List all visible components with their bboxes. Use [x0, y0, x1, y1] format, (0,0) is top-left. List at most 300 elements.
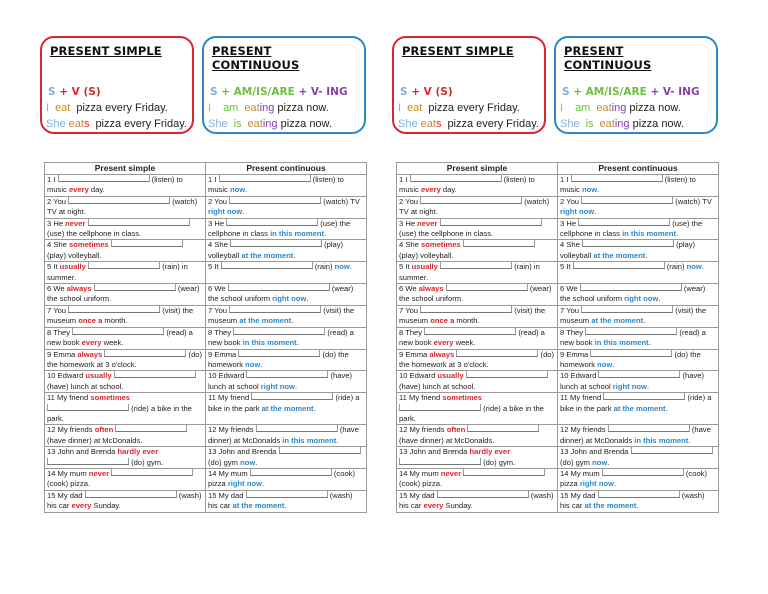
- time-keyword: now: [229, 185, 246, 195]
- sentence-text: 7 You: [399, 305, 421, 315]
- sentence-text: (play) volleyball: [208, 240, 344, 260]
- answer-blank[interactable]: [111, 240, 183, 247]
- time-keyword: at the moment: [613, 403, 666, 413]
- time-keyword: now: [245, 359, 261, 369]
- time-keyword: at the moment: [584, 501, 637, 511]
- formula: S + AM/IS/ARE + V- ING: [562, 86, 700, 98]
- sentence-text: 2 You: [47, 196, 69, 206]
- sentence-text: 10 Edward: [399, 371, 438, 381]
- answer-blank[interactable]: [573, 262, 665, 269]
- answer-blank[interactable]: [115, 425, 187, 432]
- column-header-simple: Present simple: [45, 163, 206, 175]
- simple-sentence-cell: [397, 196, 558, 218]
- answer-blank[interactable]: [399, 458, 481, 465]
- answer-blank[interactable]: [88, 219, 190, 226]
- sentence-text: (do) the homework at 3 o'clock.: [399, 349, 555, 369]
- sentence-text: 9 Emma: [560, 349, 591, 359]
- answer-blank[interactable]: [228, 284, 330, 291]
- time-keyword: right now: [227, 479, 263, 489]
- time-keyword: right now: [560, 207, 595, 217]
- continuous-sentence-cell: [558, 327, 719, 349]
- frequency-keyword: usually: [85, 371, 112, 381]
- simple-sentence-cell: [45, 349, 206, 371]
- sentence-text: (ride) a bike in the park: [208, 393, 360, 413]
- sentence-text: 7 You: [47, 305, 69, 315]
- time-keyword: at the moment: [241, 250, 294, 260]
- answer-blank[interactable]: [72, 328, 164, 335]
- answer-blank[interactable]: [238, 350, 320, 357]
- table-row: [45, 425, 367, 447]
- frequency-keyword: sometimes: [68, 240, 109, 250]
- simple-sentence-cell: [397, 468, 558, 490]
- answer-blank[interactable]: [571, 175, 663, 182]
- sentence-text: (rain): [664, 262, 687, 272]
- column-header-continuous: Present continuous: [558, 163, 719, 175]
- example-2: She is eating pizza now.: [560, 118, 684, 130]
- simple-sentence-cell: [397, 218, 558, 240]
- simple-sentence-cell: [397, 447, 558, 469]
- simple-sentence-cell: [397, 349, 558, 371]
- time-keyword: now: [686, 262, 702, 272]
- answer-blank[interactable]: [424, 328, 516, 335]
- table-row: [45, 371, 367, 393]
- sentence-text: 15 My dad: [399, 490, 437, 500]
- answer-blank[interactable]: [578, 219, 670, 226]
- sentence-text: .: [296, 338, 299, 348]
- frequency-keyword: never: [417, 218, 438, 228]
- continuous-sentence-cell: [558, 393, 719, 425]
- answer-blank[interactable]: [608, 425, 690, 432]
- answer-blank[interactable]: [456, 350, 538, 357]
- time-keyword: right now: [272, 294, 307, 304]
- time-keyword: at the moment: [239, 316, 292, 326]
- time-keyword: in this moment: [242, 338, 297, 348]
- time-keyword: at the moment: [591, 316, 644, 326]
- answer-blank[interactable]: [233, 328, 325, 335]
- sentence-text: (watch) TV: [321, 196, 360, 206]
- table-row: [397, 284, 719, 306]
- continuous-sentence-cell: [558, 468, 719, 490]
- simple-sentence-cell: [45, 262, 206, 284]
- sentence-text: 7 You: [560, 305, 582, 315]
- sentence-text: (use) the cellphone in class.: [47, 229, 142, 239]
- sentence-text: .: [676, 229, 679, 239]
- continuous-sentence-cell: [558, 490, 719, 512]
- simple-sentence-cell: [45, 468, 206, 490]
- time-keyword: in this moment: [594, 338, 649, 348]
- answer-blank[interactable]: [256, 425, 338, 432]
- continuous-sentence-cell: [558, 218, 719, 240]
- sentence-text: 13 John and Brenda: [560, 447, 631, 457]
- frequency-keyword: never: [88, 468, 110, 478]
- sentence-text: (listen) to music: [208, 175, 344, 195]
- answer-blank[interactable]: [582, 240, 674, 247]
- sentence-text: .: [636, 501, 639, 511]
- sentence-text: .: [349, 262, 352, 272]
- sentence-text: .: [597, 185, 600, 195]
- answer-blank[interactable]: [602, 469, 684, 476]
- table-row: [397, 262, 719, 284]
- sentence-text: .: [612, 359, 615, 369]
- time-keyword: in this moment: [270, 229, 325, 239]
- sentence-text: (have) lunch at school: [560, 371, 705, 391]
- sentence-text: 13 John and Brenda: [208, 447, 279, 457]
- time-keyword: now: [334, 262, 350, 272]
- sentence-text: 9 Emma: [399, 349, 430, 359]
- time-keyword: now: [240, 457, 256, 467]
- sentence-text: .: [607, 457, 610, 467]
- table-row: [397, 468, 719, 490]
- sentence-text: 2 You: [560, 196, 582, 206]
- table-row: [397, 218, 719, 240]
- continuous-sentence-cell: [558, 305, 719, 327]
- sentence-text: 3 He: [399, 218, 418, 228]
- sentence-text: 4 She: [208, 240, 230, 250]
- frequency-keyword: hardly ever: [117, 447, 159, 457]
- answer-blank[interactable]: [94, 284, 176, 291]
- example-1: I eat pizza every Friday.: [46, 102, 168, 114]
- time-keyword: at the moment: [232, 501, 285, 511]
- continuous-sentence-cell: [206, 447, 367, 469]
- answer-blank[interactable]: [440, 262, 512, 269]
- continuous-sentence-cell: [206, 196, 367, 218]
- sentence-text: (rain): [312, 262, 335, 272]
- answer-blank[interactable]: [229, 306, 321, 313]
- sentence-text: 4 She: [560, 240, 582, 250]
- simple-sentence-cell: [45, 327, 206, 349]
- answer-blank[interactable]: [246, 491, 328, 498]
- table-row: [397, 175, 719, 197]
- frequency-keyword: every: [81, 338, 102, 348]
- sentence-text: (cook) pizza: [560, 468, 707, 489]
- frequency-keyword: usually: [437, 371, 464, 381]
- table-row: [397, 393, 719, 425]
- frequency-keyword: every: [433, 338, 454, 348]
- time-keyword: right now: [579, 479, 615, 489]
- sentence-text: (use) the cellphone in class: [208, 218, 351, 239]
- frequency-keyword: always: [77, 349, 103, 359]
- simple-sentence-cell: [45, 447, 206, 469]
- sentence-text: 8 They: [47, 327, 73, 337]
- table-row: [45, 349, 367, 371]
- answer-blank[interactable]: [446, 284, 528, 291]
- sentence-text: (do) the homework at 3 o'clock.: [47, 349, 203, 369]
- sentence-text: (have) lunch at school.: [47, 381, 124, 391]
- sentence-text: .: [594, 207, 597, 217]
- table-row: [397, 490, 719, 512]
- sentence-text: month.: [454, 316, 480, 326]
- column-header-continuous: Present continuous: [206, 163, 367, 175]
- continuous-sentence-cell: [206, 327, 367, 349]
- box-title: PRESENT SIMPLE: [50, 44, 162, 58]
- sentence-text: (do) gym.: [129, 457, 164, 467]
- answer-blank[interactable]: [58, 175, 150, 182]
- sentence-text: (cook) pizza.: [399, 479, 443, 489]
- sentence-text: 7 You: [208, 305, 230, 315]
- sentence-text: 14 My mum: [208, 468, 250, 478]
- sentence-text: (rain) in summer.: [47, 262, 188, 282]
- table-row: [45, 218, 367, 240]
- sentence-text: 3 He: [47, 218, 66, 228]
- simple-sentence-cell: [397, 393, 558, 425]
- table-row: [397, 305, 719, 327]
- continuous-sentence-cell: [206, 349, 367, 371]
- sentence-text: (read) a new book: [560, 327, 706, 348]
- answer-blank[interactable]: [598, 371, 680, 378]
- sentence-text: (listen) to music: [560, 175, 696, 195]
- answer-blank[interactable]: [246, 371, 328, 378]
- answer-blank[interactable]: [226, 219, 318, 226]
- table-row: [397, 349, 719, 371]
- continuous-sentence-cell: [558, 284, 719, 306]
- sentence-text: .: [688, 435, 691, 445]
- continuous-sentence-cell: [558, 196, 719, 218]
- answer-blank[interactable]: [68, 306, 160, 313]
- continuous-sentence-cell: [558, 371, 719, 393]
- sentence-text: (do) gym: [560, 457, 593, 467]
- answer-blank[interactable]: [104, 350, 186, 357]
- simple-sentence-cell: [397, 284, 558, 306]
- sentence-text: .: [646, 381, 650, 391]
- simple-sentence-cell: [45, 196, 206, 218]
- table-row: [45, 196, 367, 218]
- answer-blank[interactable]: [250, 469, 332, 476]
- continuous-sentence-cell: [206, 175, 367, 197]
- sentence-text: (wear) the school uniform.: [399, 284, 552, 304]
- continuous-sentence-cell: [206, 425, 367, 447]
- continuous-sentence-cell: [206, 393, 367, 425]
- exercise-table: [396, 162, 719, 513]
- sentence-text: (use) the cellphone in class.: [399, 229, 494, 239]
- answer-blank[interactable]: [467, 425, 539, 432]
- sentence-text: (do) the homework: [208, 349, 349, 369]
- sentence-text: (ride) a bike in the park.: [47, 403, 192, 423]
- simple-sentence-cell: [45, 393, 206, 425]
- sentence-text: (play) volleyball: [560, 240, 696, 260]
- simple-sentence-cell: [45, 175, 206, 197]
- sentence-text: (watch) TV at night.: [47, 196, 198, 217]
- sentence-text: .: [262, 479, 265, 489]
- sentence-text: 9 Emma: [47, 349, 78, 359]
- sentence-text: (have dinner) at McDonalds.: [399, 435, 495, 445]
- sentence-text: month.: [102, 316, 128, 326]
- frequency-keyword: once a: [78, 316, 103, 326]
- sentence-text: (visit) the museum: [560, 305, 707, 326]
- sentence-text: .: [643, 316, 646, 326]
- sentence-text: .: [245, 185, 248, 195]
- sentence-text: 4 She: [47, 240, 69, 250]
- time-keyword: now: [592, 457, 608, 467]
- simple-sentence-cell: [45, 284, 206, 306]
- sentence-text: (have dinner) at McDonalds: [560, 425, 711, 445]
- sentence-text: (have) lunch at school.: [399, 381, 476, 391]
- answer-blank[interactable]: [410, 175, 502, 182]
- table-row: [397, 447, 719, 469]
- continuous-sentence-cell: [558, 175, 719, 197]
- time-keyword: now: [581, 185, 598, 195]
- sentence-text: (do) gym.: [481, 457, 516, 467]
- sentence-text: .: [648, 338, 651, 348]
- sentence-text: (wash) his car: [208, 490, 353, 511]
- answer-blank[interactable]: [47, 404, 129, 411]
- continuous-sentence-cell: [558, 349, 719, 371]
- sentence-text: 8 They: [208, 327, 234, 337]
- simple-sentence-cell: [45, 425, 206, 447]
- sentence-text: week.: [101, 338, 124, 348]
- simple-sentence-cell: [397, 327, 558, 349]
- sentence-text: (have dinner) at McDonalds.: [47, 435, 143, 445]
- sentence-text: 5 It: [47, 262, 60, 272]
- sentence-text: (wash) his car: [47, 490, 202, 511]
- sentence-text: 6 We: [47, 284, 67, 294]
- sentence-text: (have dinner) at McDonalds: [208, 425, 359, 445]
- frequency-keyword: sometimes: [90, 393, 131, 403]
- answer-blank[interactable]: [85, 491, 177, 498]
- box-title: PRESENT CONTINUOUS: [564, 44, 652, 72]
- answer-blank[interactable]: [440, 219, 542, 226]
- answer-blank[interactable]: [230, 240, 322, 247]
- sentence-text: 2 You: [208, 196, 230, 206]
- sentence-text: (listen) to music: [399, 175, 535, 195]
- answer-blank[interactable]: [279, 447, 361, 454]
- sentence-text: .: [701, 262, 704, 272]
- answer-blank[interactable]: [114, 371, 196, 378]
- table-row: [397, 425, 719, 447]
- answer-blank[interactable]: [219, 175, 311, 182]
- sentence-text: .: [255, 457, 258, 467]
- answer-blank[interactable]: [631, 447, 713, 454]
- simple-sentence-cell: [45, 240, 206, 262]
- answer-blank[interactable]: [466, 371, 548, 378]
- sentence-text: .: [665, 403, 668, 413]
- sentence-text: 9 Emma: [208, 349, 239, 359]
- sentence-text: .: [293, 250, 296, 260]
- continuous-sentence-cell: [206, 284, 367, 306]
- sentence-text: (visit) the museum: [208, 305, 355, 326]
- sentence-text: (listen) to music: [47, 175, 183, 195]
- frequency-keyword: sometimes: [442, 393, 483, 403]
- answer-blank[interactable]: [585, 328, 677, 335]
- sentence-text: (wash) his car: [399, 490, 554, 511]
- sentence-text: .: [324, 229, 327, 239]
- sentence-text: (visit) the museum: [399, 305, 546, 326]
- box-title: PRESENT CONTINUOUS: [212, 44, 300, 72]
- sentence-text: 5 It: [208, 262, 221, 272]
- sentence-text: (do) gym: [208, 457, 241, 467]
- sentence-text: 11 My friend: [399, 393, 443, 403]
- time-keyword: in this moment: [622, 229, 677, 239]
- frequency-keyword: always: [66, 284, 92, 294]
- simple-sentence-cell: [397, 490, 558, 512]
- continuous-sentence-cell: [206, 218, 367, 240]
- frequency-keyword: hardly ever: [469, 447, 511, 457]
- continuous-sentence-cell: [206, 468, 367, 490]
- frequency-keyword: usually: [411, 262, 438, 272]
- time-keyword: right now: [624, 294, 659, 304]
- simple-sentence-cell: [397, 240, 558, 262]
- table-row: [397, 196, 719, 218]
- answer-blank[interactable]: [88, 262, 160, 269]
- continuous-sentence-cell: [206, 305, 367, 327]
- continuous-sentence-cell: [206, 240, 367, 262]
- sentence-text: 2 You: [399, 196, 421, 206]
- simple-sentence-cell: [397, 262, 558, 284]
- frequency-keyword: once a: [430, 316, 455, 326]
- sentence-text: 1 I: [560, 175, 571, 184]
- sentence-text: (play) volleyball.: [47, 250, 102, 260]
- sentence-text: week.: [453, 338, 476, 348]
- simple-sentence-cell: [397, 175, 558, 197]
- answer-blank[interactable]: [111, 469, 193, 476]
- answer-blank[interactable]: [580, 284, 682, 291]
- answer-blank[interactable]: [251, 393, 333, 400]
- sentence-text: 11 My friend: [560, 393, 604, 403]
- sentence-text: 12 My friends: [208, 425, 256, 435]
- sentence-text: .: [645, 250, 648, 260]
- table-row: [45, 490, 367, 512]
- example-2: She eats pizza every Friday.: [398, 118, 539, 130]
- table-row: [45, 327, 367, 349]
- answer-blank[interactable]: [463, 469, 545, 476]
- frequency-keyword: usually: [59, 262, 86, 272]
- answer-blank[interactable]: [581, 306, 673, 313]
- sentence-text: (cook) pizza: [208, 468, 355, 489]
- present-simple-box: [392, 36, 546, 134]
- sentence-text: 13 John and Brenda: [399, 447, 470, 457]
- simple-sentence-cell: [397, 371, 558, 393]
- sentence-text: 12 My friends: [399, 425, 447, 435]
- answer-blank[interactable]: [590, 350, 672, 357]
- frequency-keyword: every: [420, 185, 441, 195]
- answer-blank[interactable]: [47, 458, 129, 465]
- sentence-text: 15 My dad: [208, 490, 246, 500]
- table-row: [397, 327, 719, 349]
- sentence-text: 3 He: [208, 218, 227, 228]
- simple-sentence-cell: [397, 305, 558, 327]
- continuous-sentence-cell: [558, 425, 719, 447]
- simple-sentence-cell: [45, 490, 206, 512]
- sentence-text: .: [614, 479, 617, 489]
- example-1: I am eating pizza now.: [560, 102, 681, 114]
- sentence-text: 12 My friends: [560, 425, 608, 435]
- sentence-text: 13 John and Brenda: [47, 447, 118, 457]
- sentence-text: 4 She: [399, 240, 421, 250]
- answer-blank[interactable]: [463, 240, 535, 247]
- exercise-table: [44, 162, 367, 513]
- answer-blank[interactable]: [581, 197, 673, 204]
- answer-blank[interactable]: [598, 491, 680, 498]
- answer-blank[interactable]: [229, 197, 321, 204]
- time-keyword: right now: [612, 381, 647, 391]
- answer-blank[interactable]: [420, 306, 512, 313]
- frequency-keyword: never: [440, 468, 462, 478]
- answer-blank[interactable]: [437, 491, 529, 498]
- answer-blank[interactable]: [68, 197, 170, 204]
- answer-blank[interactable]: [420, 197, 522, 204]
- answer-blank[interactable]: [399, 404, 481, 411]
- table-row: [45, 284, 367, 306]
- frequency-keyword: often: [94, 425, 114, 435]
- sentence-text: 10 Edward: [47, 371, 86, 381]
- sentence-text: .: [294, 381, 298, 391]
- answer-blank[interactable]: [221, 262, 313, 269]
- sentence-text: (do) the homework: [560, 349, 701, 369]
- answer-blank[interactable]: [603, 393, 685, 400]
- time-keyword: now: [597, 359, 613, 369]
- continuous-sentence-cell: [206, 262, 367, 284]
- frequency-keyword: always: [429, 349, 455, 359]
- formula: S + AM/IS/ARE + V- ING: [210, 86, 348, 98]
